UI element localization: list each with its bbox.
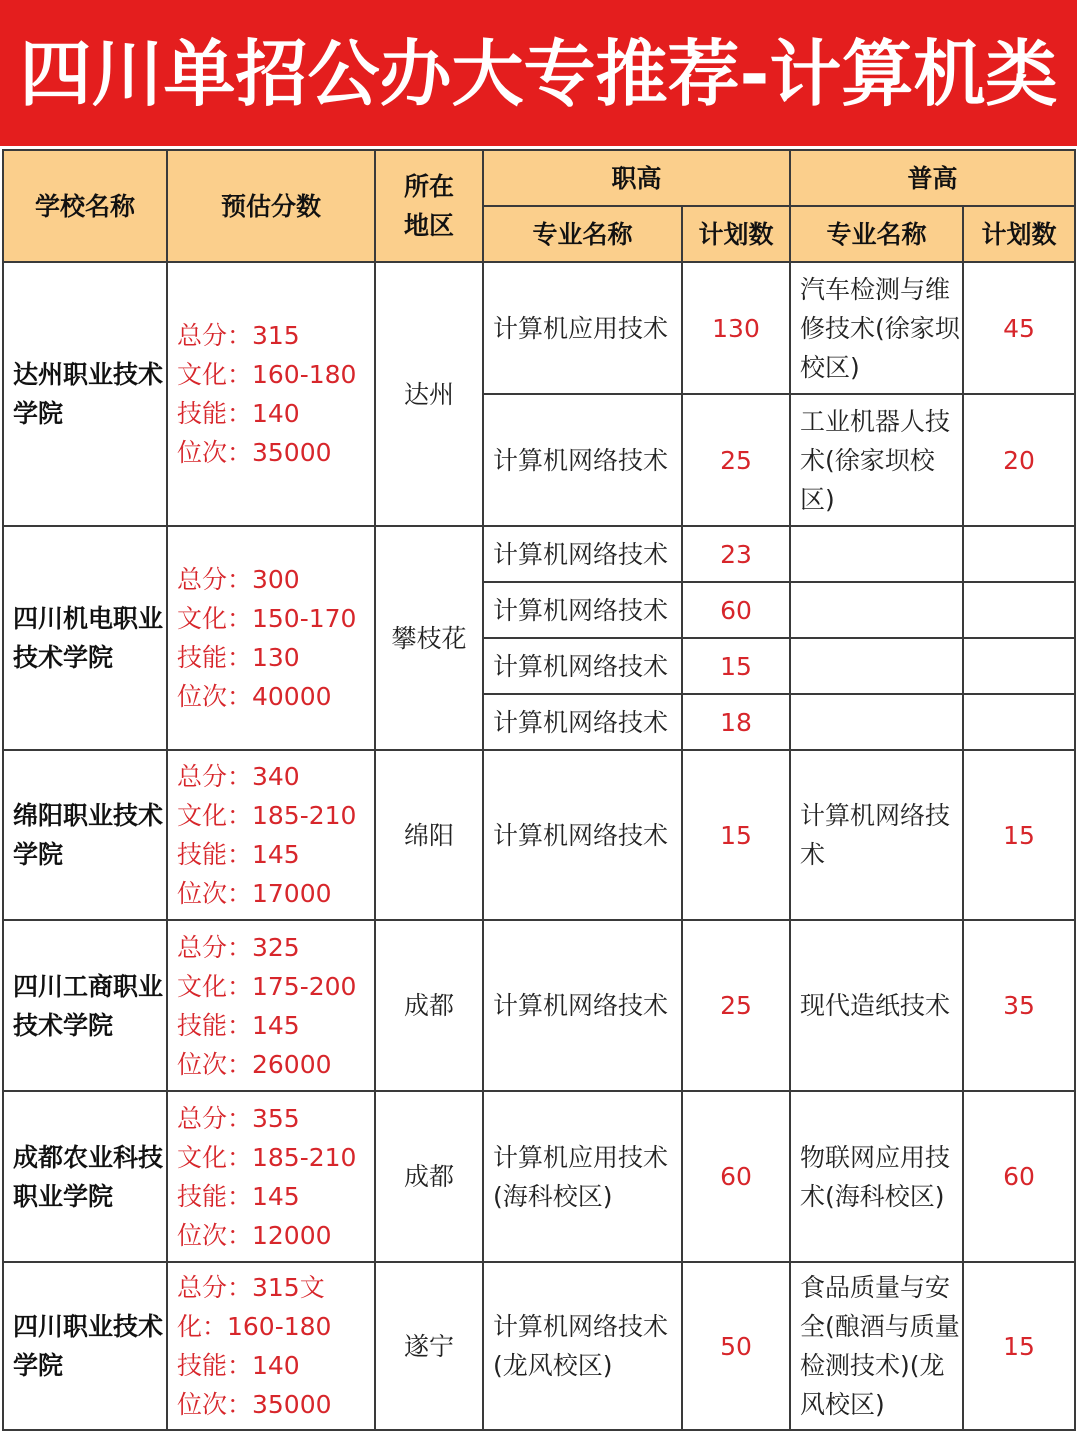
vocational-major: 计算机网络技术 — [483, 638, 682, 694]
table-row — [3, 750, 1075, 920]
score-cell — [167, 920, 375, 1091]
title-banner — [0, 0, 1077, 146]
general-plan: 20 — [963, 394, 1075, 526]
region-cell: 攀枝花 — [375, 526, 483, 750]
score-cell — [167, 1262, 375, 1430]
vocational-plan: 25 — [682, 394, 790, 526]
table-row — [3, 262, 1075, 394]
general-plan — [963, 582, 1075, 638]
general-plan — [963, 526, 1075, 582]
recommendation-table — [2, 149, 1076, 1431]
table-row — [3, 1091, 1075, 1262]
vocational-major: 计算机网络技术(龙风校区) — [483, 1262, 682, 1430]
vocational-major: 计算机网络技术 — [483, 582, 682, 638]
general-major: 计算机网络技术 — [790, 750, 963, 920]
score-culture: 文化：185-210 — [177, 801, 357, 830]
score-cell — [167, 1091, 375, 1262]
vocational-plan: 18 — [682, 694, 790, 750]
region-cell: 达州 — [375, 262, 483, 526]
score-cell — [167, 262, 375, 526]
vocational-major: 计算机应用技术(海科校区) — [483, 1091, 682, 1262]
general-major — [790, 582, 963, 638]
header-region — [375, 150, 483, 262]
score-culture: 文化：150-170 — [177, 604, 357, 633]
score-cell — [167, 526, 375, 750]
score-rank: 位次：35000 — [177, 1390, 332, 1419]
vocational-major: 计算机网络技术 — [483, 394, 682, 526]
header-general-major: 专业名称 — [790, 206, 963, 262]
general-plan — [963, 694, 1075, 750]
score-culture: 文化：160-180 — [177, 360, 357, 389]
header-region-label: 所在地区 — [403, 172, 454, 240]
general-major: 食品质量与安全(酿酒与质量检测技术)(龙风校区) — [790, 1262, 963, 1430]
vocational-major: 计算机应用技术 — [483, 262, 682, 394]
score-total: 总分：355 — [177, 1103, 300, 1133]
page-title: 四川单招公办大专推荐-计算机类 — [19, 32, 1058, 116]
header-school: 学校名称 — [3, 150, 167, 262]
school-name: 四川工商职业技术学院 — [3, 920, 167, 1091]
score-rank: 位次：12000 — [177, 1220, 332, 1250]
header-vocational: 职高 — [483, 150, 790, 206]
general-major — [790, 526, 963, 582]
general-plan: 45 — [963, 262, 1075, 394]
score-total: 总分：300 — [177, 565, 300, 594]
region-cell: 绵阳 — [375, 750, 483, 920]
score-total-culture: 总分：315文化：160-180 — [177, 1273, 332, 1341]
header-score: 预估分数 — [167, 150, 375, 262]
school-name: 四川机电职业技术学院 — [3, 526, 167, 750]
score-total: 总分：315 — [177, 321, 300, 350]
score-rank: 位次：26000 — [177, 1049, 332, 1079]
vocational-plan: 15 — [682, 638, 790, 694]
vocational-plan: 130 — [682, 262, 790, 394]
vocational-major: 计算机网络技术 — [483, 694, 682, 750]
score-skill: 技能：130 — [177, 643, 300, 672]
region-cell: 成都 — [375, 920, 483, 1091]
score-rank: 位次：35000 — [177, 438, 332, 467]
table-row — [3, 1262, 1075, 1430]
vocational-plan: 23 — [682, 526, 790, 582]
vocational-plan: 60 — [682, 582, 790, 638]
general-major: 物联网应用技术(海科校区) — [790, 1091, 963, 1262]
header-general: 普高 — [790, 150, 1075, 206]
score-skill: 技能：140 — [177, 399, 300, 428]
general-major — [790, 638, 963, 694]
general-plan: 35 — [963, 920, 1075, 1091]
general-plan — [963, 638, 1075, 694]
general-major — [790, 694, 963, 750]
vocational-plan: 15 — [682, 750, 790, 920]
school-name: 绵阳职业技术学院 — [3, 750, 167, 920]
score-skill: 技能：145 — [177, 1181, 300, 1211]
score-skill: 技能：145 — [177, 840, 300, 869]
score-total: 总分：340 — [177, 762, 300, 791]
vocational-major: 计算机网络技术 — [483, 920, 682, 1091]
general-major: 现代造纸技术 — [790, 920, 963, 1091]
score-cell — [167, 750, 375, 920]
general-plan: 15 — [963, 750, 1075, 920]
vocational-plan: 50 — [682, 1262, 790, 1430]
vocational-major: 计算机网络技术 — [483, 750, 682, 920]
table-row — [3, 920, 1075, 1091]
region-cell: 成都 — [375, 1091, 483, 1262]
general-plan: 60 — [963, 1091, 1075, 1262]
table-row — [3, 526, 1075, 582]
header-vocational-major: 专业名称 — [483, 206, 682, 262]
school-name: 四川职业技术学院 — [3, 1262, 167, 1430]
score-rank: 位次：17000 — [177, 879, 332, 908]
score-total: 总分：325 — [177, 932, 300, 962]
school-name: 成都农业科技职业学院 — [3, 1091, 167, 1262]
score-culture: 文化：175-200 — [177, 971, 357, 1001]
school-name: 达州职业技术学院 — [3, 262, 167, 526]
header-general-plan: 计划数 — [963, 206, 1075, 262]
score-skill: 技能：140 — [177, 1351, 300, 1380]
general-plan: 15 — [963, 1262, 1075, 1430]
header-vocational-plan: 计划数 — [682, 206, 790, 262]
general-major: 汽车检测与维修技术(徐家坝校区) — [790, 262, 963, 394]
score-skill: 技能：145 — [177, 1010, 300, 1040]
score-rank: 位次：40000 — [177, 682, 332, 711]
vocational-plan: 25 — [682, 920, 790, 1091]
general-major: 工业机器人技术(徐家坝校区) — [790, 394, 963, 526]
vocational-major: 计算机网络技术 — [483, 526, 682, 582]
vocational-plan: 60 — [682, 1091, 790, 1262]
region-cell: 遂宁 — [375, 1262, 483, 1430]
score-culture: 文化：185-210 — [177, 1142, 357, 1172]
